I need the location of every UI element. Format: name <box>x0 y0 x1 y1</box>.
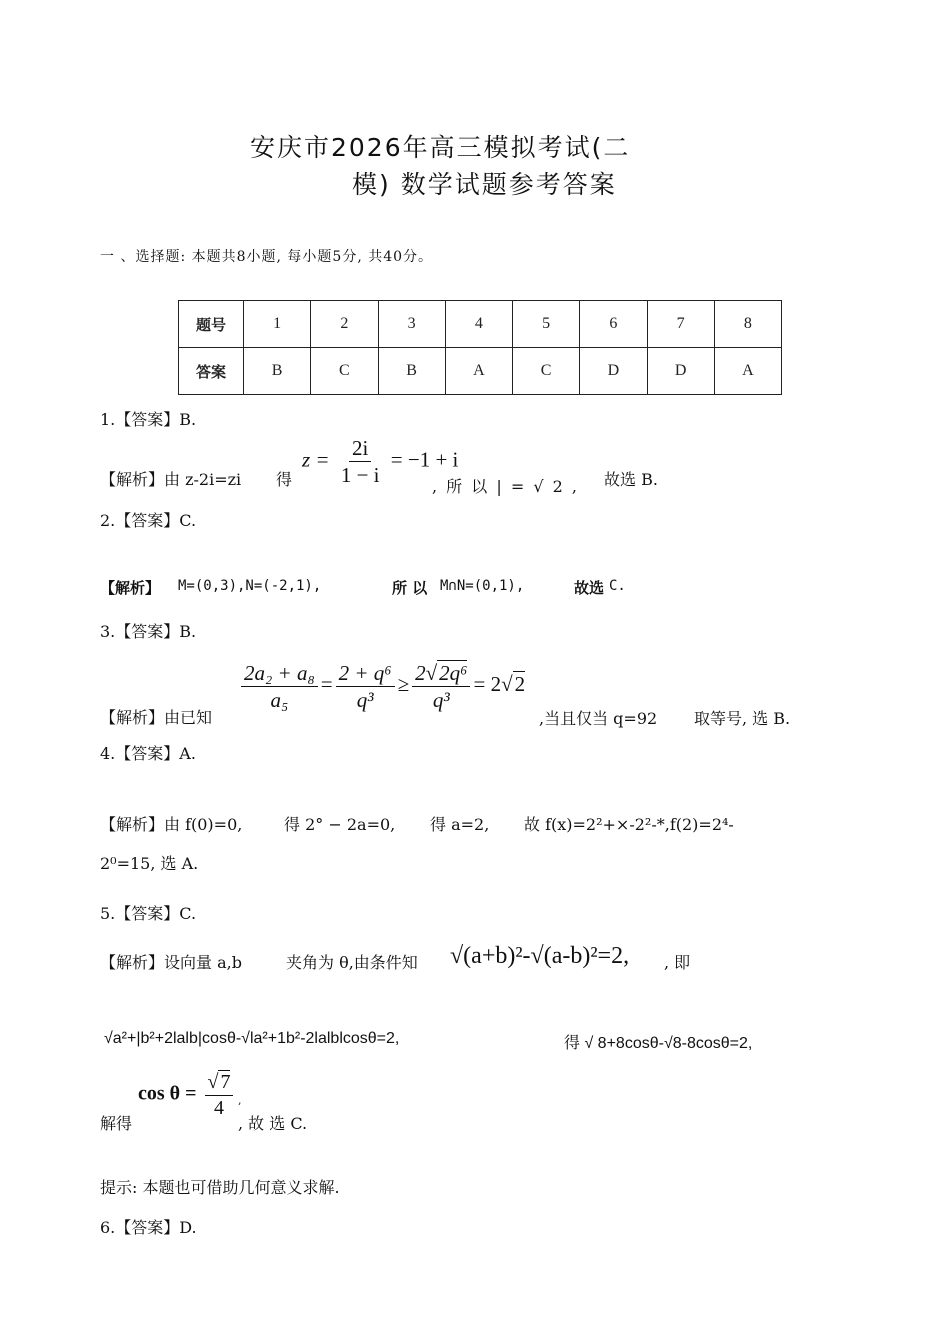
hint: 提示: 本题也可借助几何意义求解. <box>100 1178 340 1197</box>
q2-answer: 2.【答案】C. <box>100 511 197 530</box>
table-cell: 8 <box>714 301 781 348</box>
table-cell: A <box>714 348 781 395</box>
q3-f1-den: a₅ <box>270 687 289 712</box>
q5-cos-formula <box>138 1070 236 1120</box>
q3-f3-num: 2√2q⁶ <box>412 660 470 687</box>
answer-table <box>178 300 782 395</box>
q6-answer: 6.【答案】D. <box>100 1218 197 1237</box>
q2-label: 【解析】 <box>100 579 161 597</box>
table-header-number: 题号 <box>179 301 244 348</box>
q1-de: 得 <box>276 470 293 489</box>
q3-f3-num-pre: 2 <box>415 661 426 685</box>
title-line-2: 模) 数学试题参考答案 <box>352 170 617 199</box>
q5-condition: √(a+b)²-√(a-b)²=2, <box>450 943 630 969</box>
q2-choice: C. <box>609 578 626 594</box>
q4-line1-b: 得 2° − 2a=0, <box>284 815 396 834</box>
table-cell: 7 <box>647 301 714 348</box>
q1-frac-num: 2i <box>349 436 371 462</box>
q5-choice: , 故 选 C. <box>238 1114 308 1133</box>
q5-line2-b: 得 √ 8+8cosθ-√8-8cosθ=2, <box>564 1035 753 1052</box>
section-heading: 一 、选择题: 本题共8小题, 每小题5分, 共40分。 <box>100 249 434 265</box>
q1-conclusion: 故选 B. <box>604 470 658 489</box>
q5-answer: 5.【答案】C. <box>100 904 197 923</box>
q3-f3-den: q³ <box>432 688 450 713</box>
q2-guxuan: 故选 <box>574 579 605 597</box>
q5-cos-num: √ 7 <box>205 1070 234 1096</box>
q4-line2: 2⁰=15, 选 A. <box>100 854 199 873</box>
table-cell: C <box>513 348 580 395</box>
q3-fraction-3 <box>412 660 470 712</box>
q1-analysis-lead: 【解析】由 z-2i=zi <box>100 470 242 489</box>
table-cell: B <box>378 348 445 395</box>
table-cell: A <box>445 348 512 395</box>
table-header-answer: 答案 <box>179 348 244 395</box>
q5-lead: 【解析】设向量 a,b <box>100 953 242 972</box>
q3-fraction-2 <box>336 661 395 712</box>
q2-intersection: M∩N=(0,1), <box>440 578 525 594</box>
q1-fraction <box>338 436 383 487</box>
q1-eq-lhs: z = <box>302 447 330 472</box>
q3-answer: 3.【答案】B. <box>100 622 197 641</box>
table-cell: 1 <box>244 301 311 348</box>
table-cell: D <box>647 348 714 395</box>
q5-cos-num-rad: 7 <box>220 1071 231 1093</box>
q3-tail: ,当且仅当 q=92 <box>539 709 658 728</box>
q1-eq-rhs: = −1 + i <box>390 447 459 472</box>
q5-line2-a: √a²+|b²+2lalb|cosθ-√la²+1b²-2lalblcosθ=2, <box>104 1030 400 1047</box>
q5-cos-lhs: cos θ = <box>138 1082 197 1105</box>
q4-line1-d: 故 f(x)=2²+×-2²-*,f(2)=2⁴- <box>524 815 734 834</box>
q3-tail-2: 取等号, 选 B. <box>694 709 791 728</box>
q5-ji: , 即 <box>664 953 691 972</box>
q3-formula: $\frac{\text{2a₂ + a₈}}{\text{a₅}}$ = $\frac{\text{2 + q⁶}}{\text{q³}}$ ≥ $\frac{\text{2√2q⁶}}{\text{q³}}$ = 2√2 <box>238 660 525 712</box>
table-cell: 6 <box>580 301 647 348</box>
table-cell: 5 <box>513 301 580 348</box>
q4-line1-c: 得 a=2, <box>430 815 490 834</box>
q3-analysis-lead: 【解析】由已知 <box>100 708 213 727</box>
table-row-numbers <box>179 301 782 348</box>
q3-f1-num: 2a₂ + a₈ <box>241 661 318 687</box>
q5-lead-2: 夹角为 θ,由条件知 <box>286 953 418 972</box>
q3-eq-rhs-rad: 2 <box>514 671 526 696</box>
table-cell: 4 <box>445 301 512 348</box>
title-line-1: 安庆市2026年高三模拟考试(二 <box>250 133 631 162</box>
q3-eq-rhs-pre: = 2 <box>473 671 502 696</box>
q1-frac-den: 1 − i <box>340 463 380 488</box>
table-cell: D <box>580 348 647 395</box>
q5-jiede: 解得 <box>100 1114 133 1133</box>
q3-f2-num: 2 + q⁶ <box>336 661 395 687</box>
q3-f2-den: q³ <box>356 687 374 712</box>
table-cell: 3 <box>378 301 445 348</box>
q4-answer: 4.【答案】A. <box>100 744 196 763</box>
q1-tail: , 所 以 | = √ 2 , <box>432 477 579 496</box>
q5-cos-den: 4 <box>213 1097 224 1119</box>
table-cell: 2 <box>311 301 378 348</box>
q3-fraction-1 <box>241 661 318 712</box>
q3-f3-num-rad: 2q⁶ <box>439 661 468 685</box>
table-cell: C <box>311 348 378 395</box>
table-row-answers <box>179 348 782 395</box>
q3-geq: ≥ <box>397 671 410 696</box>
q5-comma: , <box>238 1094 242 1107</box>
q4-line1-a: 【解析】由 f(0)=0, <box>100 815 243 834</box>
q1-answer: 1.【答案】B. <box>100 410 197 429</box>
q2-sets: M=(0,3),N=(-2,1), <box>178 578 322 594</box>
q2-suoyi: 所 以 <box>392 579 428 597</box>
table-cell: B <box>244 348 311 395</box>
q5-cos-fraction <box>205 1070 234 1120</box>
